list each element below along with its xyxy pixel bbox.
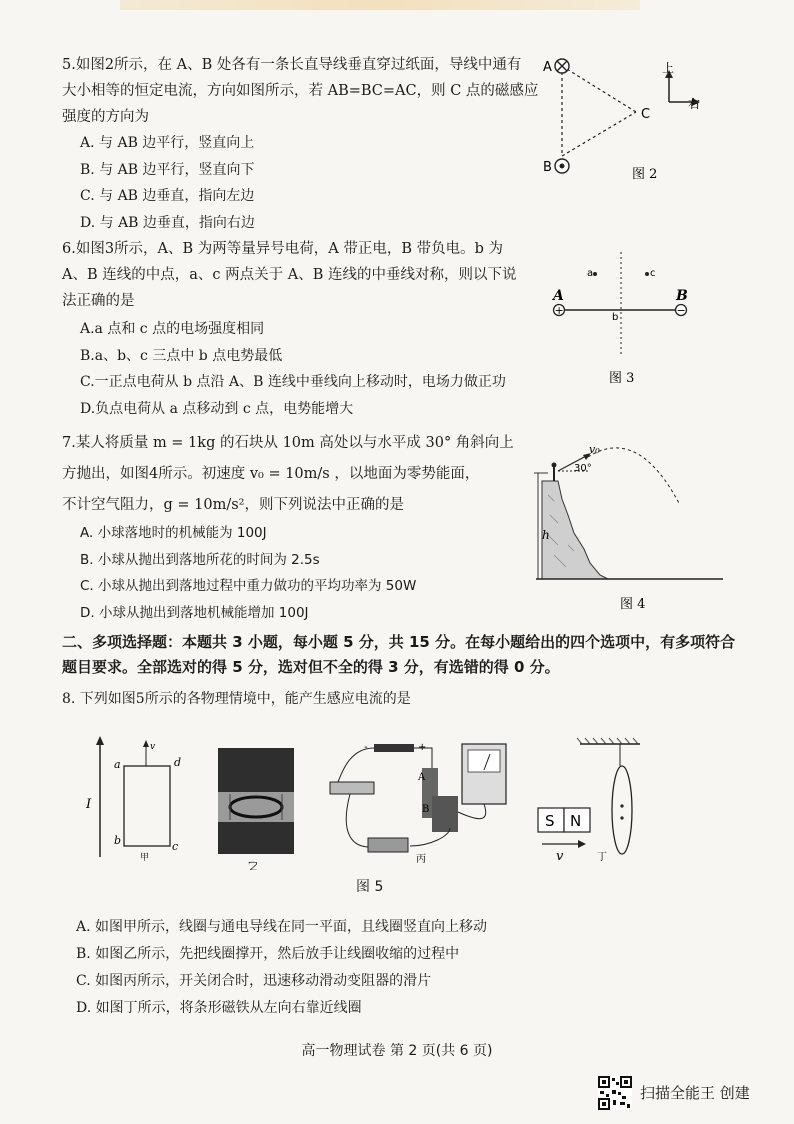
q7-line-2: 方抛出，如图4所示。初速度 v₀ = 10m/s ，以地面为零势能面， <box>62 466 480 482</box>
fig4-angle-label: 30° <box>574 463 592 474</box>
fig5-bing-name: 丙 <box>416 854 426 865</box>
q6-line-1: 6.如图3所示，A、B 为两等量异号电荷，A 带正电，B 带负电。b 为 <box>62 241 504 257</box>
fig5-panel-ding <box>538 738 640 864</box>
fig5-ding-n: N <box>570 812 582 830</box>
cliff-shape <box>542 481 608 579</box>
coil-b-icon <box>432 796 458 832</box>
hanging-coil <box>612 766 632 854</box>
fig5-jia-d: d <box>174 756 182 769</box>
q5-option-b: B. 与 AB 边平行，竖直向下 <box>80 161 255 178</box>
q7-option-b: B. 小球从抛出到落地所花的时间为 2.5s <box>80 551 320 568</box>
coil-rectangle <box>124 766 170 846</box>
fig2-label-a: A <box>543 60 552 75</box>
fig4-v0-label: v₀ <box>589 443 600 456</box>
q8-option-c: C. 如图丙所示，开关闭合时，迅速移动滑动变阻器的滑片 <box>76 973 432 989</box>
q7-option-a: A. 小球落地时的机械能为 100J <box>80 525 267 541</box>
q5-line-3: 强度的方向为 <box>62 109 149 125</box>
page-footer: 高一物理试卷 第 2 页(共 6 页) <box>301 1043 493 1059</box>
fig3-point-b: b <box>612 312 619 323</box>
top-scan-strip <box>120 0 640 10</box>
fig2-up-label: 上 <box>662 61 675 75</box>
fig5-jia-current-label: I <box>86 797 92 812</box>
q6-option-a: A.a 点和 c 点的电场强度相同 <box>80 321 265 337</box>
switch-icon <box>330 782 374 794</box>
fig4-height-label: h <box>542 528 550 542</box>
fig3-label-b: B <box>676 288 688 304</box>
q8-option-a: A. 如图甲所示，线圈与通电导线在同一平面，且线圈竖直向上移动 <box>76 919 488 935</box>
fig3-caption: 图 3 <box>609 371 635 386</box>
figure-2 <box>540 52 740 187</box>
question-7-stem <box>62 428 532 521</box>
fig5-jia-v-label: v <box>150 742 156 752</box>
fig5-bing-b: B <box>422 804 430 815</box>
question-6-stem <box>62 236 542 314</box>
q7-line-1: 7.某人将质量 m = 1kg 的石块从 10m 高处以与水平成 30° 角斜向上 <box>62 435 514 451</box>
fig5-jia-a: a <box>114 758 121 771</box>
point-a-dot <box>593 272 597 276</box>
figure-4 <box>528 445 728 615</box>
q6-option-b: B.a、b、c 三点中 b 点电势最低 <box>80 347 283 364</box>
q5-line-2: 大小相等的恒定电流，方向如图所示，若 AB=BC=AC，则 C 点的磁感应 <box>62 83 539 99</box>
fig2-label-b: B <box>543 160 552 175</box>
fig2-caption: 图 2 <box>632 167 658 182</box>
fig4-caption: 图 4 <box>620 597 646 612</box>
trajectory-curve <box>588 448 680 505</box>
fig3-point-a: a <box>587 268 594 279</box>
battery-minus: - <box>364 742 368 753</box>
fig5-yi-name: 乙 <box>248 859 258 870</box>
q6-option-d: D.负点电荷从 a 点移动到 c 点，电势能增大 <box>80 400 354 417</box>
q5-option-c: C. 与 AB 边垂直，指向左边 <box>80 188 255 204</box>
fig5-ding-name: 丁 <box>597 852 607 863</box>
scanner-watermark: 扫描全能王 创建 <box>640 1084 750 1102</box>
q7-line-3: 不计空气阻力，g = 10m/s²，则下列说法中正确的是 <box>62 497 404 513</box>
fig3-label-a: A <box>553 288 564 304</box>
q5-option-d: D. 与 AB 边垂直，指向右边 <box>80 214 255 231</box>
section-2-heading: 二、多项选择题：本题共 3 小题，每小题 5 分，共 15 分。在每小题给出的四个选项中，有多项符合题目要求。全部选对的得 5 分，选对但不全的得 3 分，有选错的得 0 分。 <box>62 633 736 676</box>
q6-line-2: A、B 连线的中点，a、c 两点关于 A、B 连线的中垂线对称，则以下说 <box>62 267 517 283</box>
magnet-bottom-block <box>218 822 294 854</box>
q8-option-d: D. 如图丁所示，将条形磁铁从左向右靠近线圈 <box>76 1000 362 1016</box>
q8-option-b: B. 如图乙所示，先把线圈撑开，然后放手让线圈收缩的过程中 <box>76 946 460 962</box>
battery-icon <box>374 744 414 752</box>
fig5-panel-bing <box>330 742 506 865</box>
rheostat-icon <box>368 838 408 852</box>
fig5-jia-c: c <box>172 840 179 853</box>
question-5-stem <box>62 52 542 130</box>
fig5-jia-b: b <box>114 834 122 847</box>
fig5-caption: 图 5 <box>356 879 384 895</box>
question-8-options <box>76 914 487 1022</box>
question-7-options <box>80 520 416 626</box>
fig5-panel-yi <box>218 748 294 871</box>
minus-sign: − <box>676 304 686 317</box>
fig2-right-label: 右 <box>688 97 701 111</box>
fig5-jia-name: 甲 <box>140 853 150 863</box>
q6-option-c: C.一正点电荷从 b 点沿 A、B 连线中垂线向上移动时，电场力做正功 <box>80 374 506 390</box>
question-5-options <box>80 130 255 236</box>
fig3-point-c: c <box>650 268 656 279</box>
battery-plus: + <box>418 742 427 753</box>
fig5-bing-a: A <box>418 772 426 783</box>
plus-sign: + <box>554 304 564 317</box>
fig5-ding-s: S <box>545 812 555 830</box>
question-8-stem: 8. 下列如图5所示的各物理情境中，能产生感应电流的是 <box>62 691 411 707</box>
q6-line-3: 法正确的是 <box>62 293 135 309</box>
fig5-ding-v: v <box>556 849 564 864</box>
q5-line-1: 5.如图2所示，在 A、B 处各有一条长直导线垂直穿过纸面，导线中通有 <box>62 57 522 73</box>
fig2-label-c: C <box>641 107 651 122</box>
fig5-panel-jia <box>85 736 181 863</box>
qr-code-icon <box>598 1076 632 1110</box>
figure-5 <box>80 732 660 892</box>
magnet-top-block <box>218 748 294 792</box>
q7-option-d: D. 小球从抛出到落地机械能增加 100J <box>80 604 309 621</box>
point-c-dot <box>645 272 649 276</box>
q5-option-a: A. 与 AB 边平行，竖直向上 <box>80 135 255 151</box>
figure-3 <box>545 248 705 388</box>
q7-option-c: C. 小球从抛出到落地过程中重力做功的平均功率为 50W <box>80 578 417 594</box>
question-6-options <box>80 316 506 422</box>
